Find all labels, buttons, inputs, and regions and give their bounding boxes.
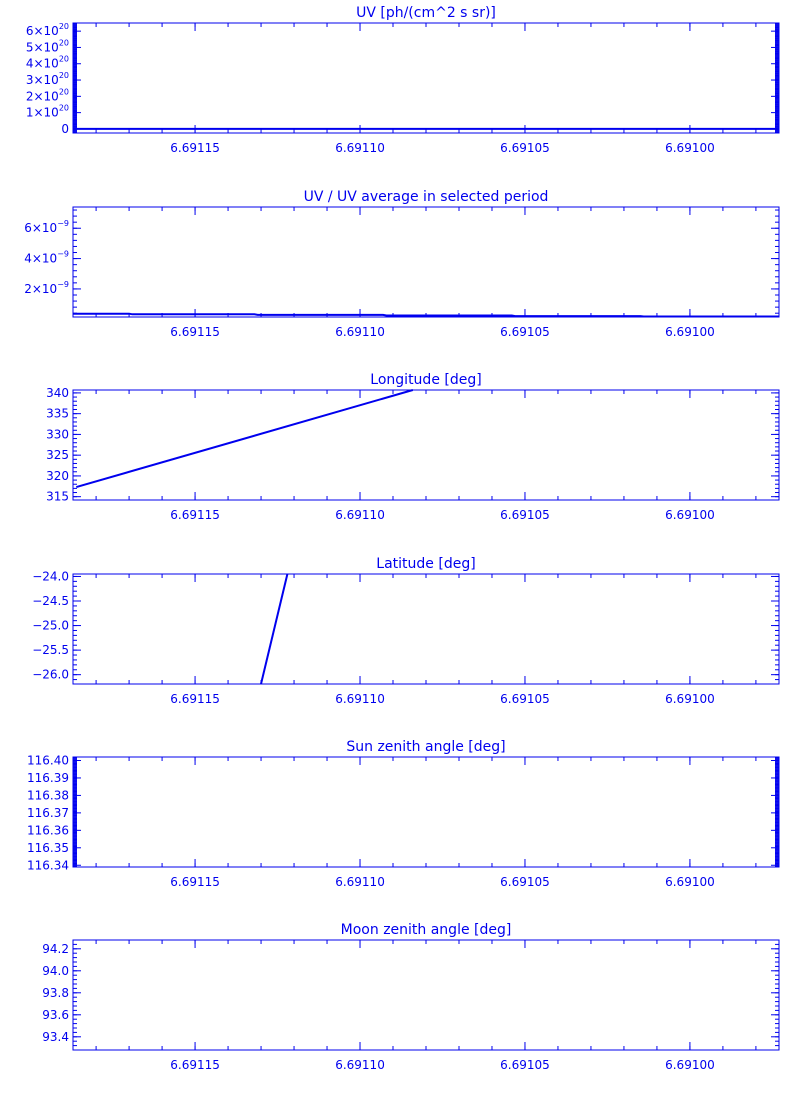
x-tick-label: 6.69100	[665, 692, 715, 706]
y-tick-label: $2\times 10^{20}$	[25, 87, 69, 104]
x-tick-label: 6.69105	[500, 508, 550, 522]
x-tick-label: 6.69110	[335, 875, 385, 889]
plot-frame	[73, 390, 779, 500]
x-tick-label: 6.69100	[665, 325, 715, 339]
data-series-line	[261, 574, 287, 684]
y-tick-label: 94.2	[42, 941, 69, 956]
y-tick-label: $6\times 10^{20}$	[25, 22, 69, 39]
x-tick-label: 6.69115	[170, 325, 220, 339]
y-tick-label: 116.35	[27, 840, 69, 855]
plot-frame	[73, 23, 779, 133]
x-tick-label: 6.69100	[665, 141, 715, 155]
y-tick-label: 116.40	[27, 753, 69, 768]
y-tick-label: 93.6	[42, 1007, 69, 1022]
x-tick-label: 6.69115	[170, 692, 220, 706]
y-tick-label: 0	[61, 121, 69, 136]
chart-panel-5	[27, 739, 779, 889]
x-tick-label: 6.69105	[500, 692, 550, 706]
x-tick-label: 6.69100	[665, 1058, 715, 1072]
y-tick-label: 315	[46, 489, 69, 504]
x-tick-label: 6.69115	[170, 141, 220, 155]
y-tick-label: 93.8	[42, 985, 69, 1000]
chart-title: UV [ph/(cm^2 s sr)]	[356, 5, 496, 21]
chart-panel-2	[24, 189, 779, 339]
plot-frame	[73, 207, 779, 317]
data-series-line	[76, 390, 413, 487]
x-tick-label: 6.69110	[335, 1058, 385, 1072]
y-tick-label: 335	[46, 406, 69, 421]
x-tick-label: 6.69105	[500, 141, 550, 155]
y-tick-label: 94.0	[42, 963, 69, 978]
y-tick-label: 340	[46, 385, 69, 400]
x-tick-label: 6.69100	[665, 508, 715, 522]
y-tick-label: 320	[46, 468, 69, 483]
x-tick-label: 6.69100	[665, 875, 715, 889]
y-tick-label: $4\times 10^{-9}$	[24, 249, 69, 266]
x-tick-label: 6.69105	[500, 875, 550, 889]
y-tick-label: 93.4	[42, 1029, 69, 1044]
y-tick-label: $6\times 10^{-9}$	[24, 219, 69, 236]
y-tick-label: −24.5	[32, 594, 69, 609]
y-tick-label: $2\times 10^{-9}$	[24, 279, 69, 296]
y-tick-label: $4\times 10^{20}$	[25, 54, 69, 71]
y-tick-label: 330	[46, 427, 69, 442]
y-tick-label: −26.0	[32, 667, 69, 682]
y-tick-label: −24.0	[32, 569, 69, 584]
y-tick-label: −25.0	[32, 618, 69, 633]
y-tick-label: $1\times 10^{20}$	[25, 103, 69, 120]
y-tick-label: 116.36	[27, 823, 69, 838]
plot-frame	[73, 940, 779, 1050]
y-tick-label: 116.34	[27, 858, 69, 873]
x-tick-label: 6.69105	[500, 1058, 550, 1072]
x-tick-label: 6.69110	[335, 325, 385, 339]
y-tick-label: 325	[46, 448, 69, 463]
chart-panel-3	[46, 372, 779, 522]
x-tick-label: 6.69110	[335, 508, 385, 522]
chart-title: UV / UV average in selected period	[303, 189, 549, 205]
x-tick-label: 6.69115	[170, 1058, 220, 1072]
y-tick-label: $5\times 10^{20}$	[25, 38, 69, 55]
y-tick-label: $3\times 10^{20}$	[25, 71, 69, 88]
y-tick-label: 116.38	[27, 788, 69, 803]
chart-title: Sun zenith angle [deg]	[346, 739, 506, 755]
chart-title: Moon zenith angle [deg]	[340, 922, 512, 938]
plot-frame	[73, 574, 779, 684]
plot-frame	[73, 757, 779, 867]
chart-panel-4	[32, 556, 779, 706]
x-tick-label: 6.69115	[170, 875, 220, 889]
x-tick-label: 6.69115	[170, 508, 220, 522]
x-tick-label: 6.69110	[335, 692, 385, 706]
chart-panel-1	[26, 5, 779, 155]
x-tick-label: 6.69105	[500, 325, 550, 339]
y-tick-label: 116.37	[27, 805, 69, 820]
chart-title: Latitude [deg]	[376, 556, 476, 572]
y-tick-label: −25.5	[32, 643, 69, 658]
x-tick-label: 6.69110	[335, 141, 385, 155]
chart-panel-6	[42, 922, 779, 1072]
chart-title: Longitude [deg]	[370, 372, 482, 388]
y-tick-label: 116.39	[27, 770, 69, 785]
